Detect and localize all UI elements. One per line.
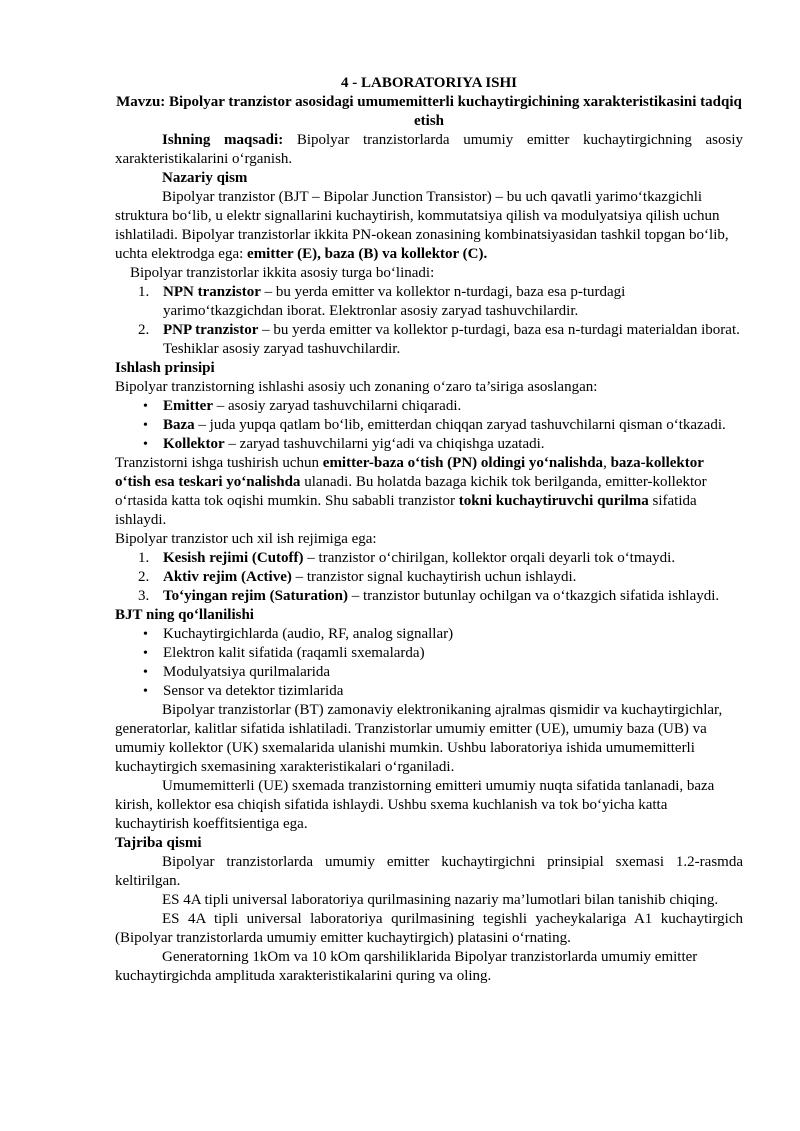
- modes-intro: Bipolyar tranzistor uch xil ish rejimiga ega:: [115, 531, 377, 547]
- list-item: [115, 416, 743, 435]
- mode-desc: – tranzistor butunlay ochilgan va o‘tkazgich sifatida ishlaydi.: [348, 588, 720, 604]
- application-text: Kuchaytirgichlarda (audio, RF, analog signallar): [163, 626, 454, 642]
- zone-desc: – asosiy zaryad tashuvchilarni chiqaradi.: [212, 398, 462, 414]
- list-item: [115, 435, 743, 454]
- document-title: 4 - LABORATORIYA ISHI: [340, 75, 518, 91]
- types-intro: Bipolyar tranzistorlar ikkita asosiy turga bo‘linadi:: [130, 265, 435, 281]
- list-item: [115, 644, 743, 663]
- principle-heading: Ishlash prinsipi: [115, 360, 215, 376]
- principle-intro: Bipolyar tranzistorning ishlashi asosiy uch zonaning o‘zaro ta’siriga asoslangan:: [115, 379, 598, 395]
- bullet-icon: •: [143, 399, 148, 414]
- list-number: 3.: [138, 588, 150, 604]
- list-item: [115, 663, 743, 682]
- applications-paragraph-b: Umumemitterli (UE) sxemada tranzistorning emitteri umumiy nuqta sifatida tanlanadi, baza kirish, kollektor esa chiqish sifatida ishlaydi. Ushbu sxema kuchlanish va tok bo‘yicha katta kuchaytirish koeffitsientiga ega.: [115, 778, 715, 832]
- bullet-icon: •: [143, 627, 148, 642]
- modes-list: [115, 549, 743, 606]
- goal-text: Bipolyar tranzistorlarda umumiy emitter kuchaytirgichning asosiy xarakteristikalarini o‘rganish.: [115, 132, 743, 167]
- list-number: 1.: [138, 550, 150, 566]
- zone-desc: – zaryad tashuvchilarni yig‘adi va chiqishga uzatadi.: [224, 436, 545, 452]
- application-text: Elektron kalit sifatida (raqamli sxemalarda): [163, 645, 425, 661]
- list-item: [115, 283, 743, 321]
- bullet-icon: •: [143, 437, 148, 452]
- text-run-bold: tokni kuchaytiruvchi qurilma: [458, 493, 649, 509]
- applications-heading: BJT ning qo‘llanilishi: [115, 607, 254, 623]
- list-number: 1.: [138, 284, 150, 300]
- zone-name: Kollektor: [163, 436, 225, 452]
- goal-paragraph: [115, 131, 743, 169]
- type-desc: – bu yerda emitter va kollektor n-turdagi, baza esa p-turdagi yarimo‘tkazgichdan iborat. Elektronlar asosiy zaryad tashuvchilardir.: [163, 284, 626, 319]
- text-run-bold: emitter-baza o‘tish (PN) oldingi yo‘nalishda: [322, 455, 604, 471]
- applications-paragraph-a: Bipolyar tranzistorlar (BT) zamonaviy elektronikaning ajralmas qismidir va kuchaytirgichlar, generatorlar, kalitlar sifatida ishlatiladi. Tranzistorlar umumiy emitter (UE), umumiy baza (UB) va umumiy kollektor (UK) sxemalarida ulanishi mumkin. Ushbu laboratoriya ishida umumemitterli kuchaytirgich sxemasining xarakteristikalari o‘rganiladi.: [115, 702, 723, 775]
- list-item: [115, 321, 743, 359]
- types-list: [115, 283, 743, 359]
- document-subtitle: Mavzu: Bipolyar tranzistor asosidagi umumemitterli kuchaytirgichining xarakteristikasini tadqiq etish: [116, 94, 742, 129]
- mode-desc: – tranzistor o‘chirilgan, kollektor orqali deyarli tok o‘tmaydi.: [303, 550, 676, 566]
- bullet-icon: •: [143, 665, 148, 680]
- mode-name: To‘yingan rejim (Saturation): [163, 588, 349, 604]
- document-page: [115, 74, 743, 986]
- zone-name: Baza: [163, 417, 195, 433]
- zone-name: Emitter: [163, 398, 213, 414]
- theory-intro-electrodes: emitter (E), baza (B) va kollektor (C).: [247, 246, 488, 262]
- principle-paragraph: [115, 454, 743, 530]
- type-name: NPN tranzistor: [163, 284, 261, 300]
- bullet-icon: •: [143, 646, 148, 661]
- bullet-icon: •: [143, 418, 148, 433]
- mode-desc: – tranzistor signal kuchaytirish uchun ishlaydi.: [291, 569, 577, 585]
- goal-label: Ishning maqsadi:: [162, 132, 284, 148]
- mode-name: Kesish rejimi (Cutoff): [163, 550, 304, 566]
- zone-desc: – juda yupqa qatlam bo‘lib, emitterdan chiqqan zaryad tashuvchilarni qisman o‘tkazadi.: [194, 417, 726, 433]
- list-item: [115, 549, 743, 568]
- list-number: 2.: [138, 322, 150, 338]
- text-run-bold: baza-kollektor o‘tish esa teskari yo‘nalishda: [115, 455, 704, 490]
- type-name: PNP tranzistor: [163, 322, 259, 338]
- bullet-icon: •: [143, 684, 148, 699]
- applications-list: [115, 625, 743, 701]
- experiment-heading: Tajriba qismi: [115, 835, 202, 851]
- experiment-paragraph: ES 4A tipli universal laboratoriya qurilmasining nazariy ma’lumotlari bilan tanishib chiqing.: [162, 892, 719, 908]
- list-item: [115, 682, 743, 701]
- experiment-paragraph: Generatorning 1kOm va 10 kOm qarshiliklarida Bipolyar tranzistorlarda umumiy emitter kuchaytirgichda amplituda xarakteristikalarini quring va oling.: [115, 949, 698, 984]
- type-desc: – bu yerda emitter va kollektor p-turdagi, baza esa n-turdagi materialdan iborat. Teshiklar asosiy zaryad tashuvchilardir.: [163, 322, 740, 357]
- application-text: Modulyatsiya qurilmalarida: [163, 664, 331, 680]
- experiment-paragraph: Bipolyar tranzistorlarda umumiy emitter kuchaytirgichni prinsipial sxemasi 1.2-rasmda keltirilgan.: [115, 854, 743, 889]
- application-text: Sensor va detektor tizimlarida: [163, 683, 344, 699]
- text-run: ,: [603, 455, 611, 471]
- list-item: [115, 397, 743, 416]
- text-run: sifatida ishlaydi.: [115, 493, 697, 528]
- experiment-paragraph: ES 4A tipli universal laboratoriya qurilmasining tegishli yacheykalariga A1 kuchaytirgich (Bipolyar tranzistorlarda umumiy emitter kuchaytirgich) platasini o‘rnating.: [115, 911, 743, 946]
- zones-list: [115, 397, 743, 454]
- list-item: [115, 625, 743, 644]
- text-run: ulanadi. Bu holatda bazaga kichik tok berilganda, emitter-kollektor o‘rtasida katta tok oqishi mumkin. Shu sababli tranzistor: [115, 474, 707, 509]
- text-run: Tranzistorni ishga tushirish uchun: [115, 455, 323, 471]
- mode-name: Aktiv rejim (Active): [163, 569, 292, 585]
- list-number: 2.: [138, 569, 150, 585]
- theory-heading: Nazariy qism: [162, 170, 248, 186]
- list-item: [115, 587, 743, 606]
- theory-intro: [115, 188, 743, 264]
- list-item: [115, 568, 743, 587]
- theory-intro-text: Bipolyar tranzistor (BJT – Bipolar Junction Transistor) – bu uch qavatli yarimo‘tkazgichli struktura bo‘lib, u elektr signallarini kuchaytirish, kommutatsiya qilish va modulyatsiya qilish uchun ishlatiladi. Bipolyar tranzistorlar ikkita PN-okean zonasining kombinatsiyasidan tashkil topgan bo‘lib, uchta elektrodga ega:: [115, 189, 729, 262]
